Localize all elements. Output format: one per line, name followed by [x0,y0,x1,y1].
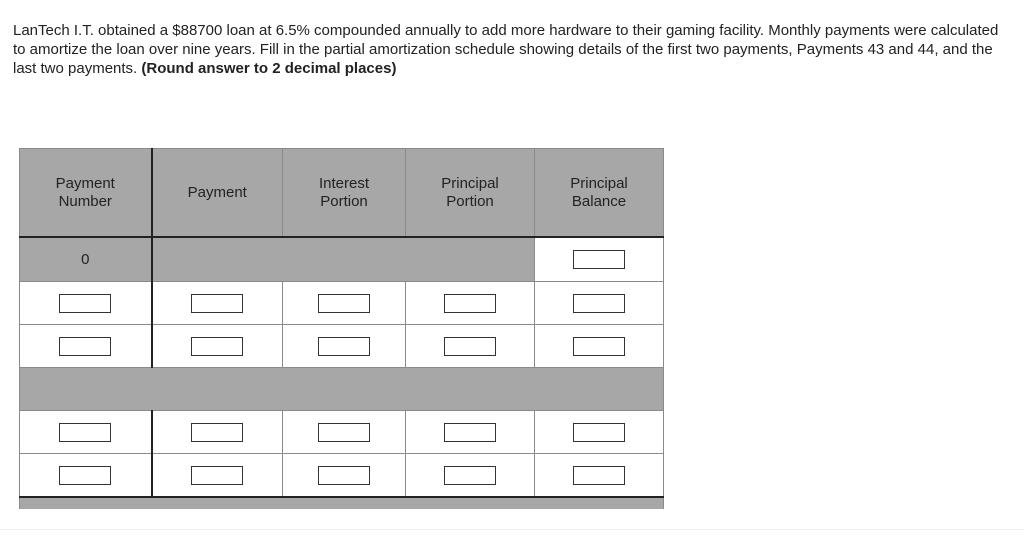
payment-input-1[interactable] [191,294,243,313]
interest-portion-input-2[interactable] [318,337,370,356]
header-payment-label: Payment [187,183,247,201]
table-row-zero [20,237,664,282]
payment-cell [152,411,283,454]
bottom-divider [0,529,1024,530]
payment-number-cell [20,325,152,368]
principal-balance-input-4[interactable] [573,466,625,485]
table-tail-row [20,497,664,509]
principal-portion-cell [406,282,535,325]
interest-portion-cell [283,282,406,325]
question-body: LanTech I.T. obtained a $88700 loan at 6.5% compounded annually to add more hardware to their gaming facility. Monthly payments were calculated to amortize the loan over nine years. Fill in the partial amortization schedule showing details of the first two payments, Payments 43 and 44, and the last two payments. [13,22,999,77]
blank-gray-cell [152,237,535,282]
payment-cell [152,454,283,498]
principal-portion-input-2[interactable] [444,337,496,356]
payment-input-2[interactable] [191,337,243,356]
header-row [20,149,664,238]
payment-number-cell [20,454,152,498]
payment-number-cell: 0 [20,237,152,282]
header-payment-number-label: Payment Number [55,174,115,210]
table-row [20,325,664,368]
payment-number-input-1[interactable] [59,294,111,313]
principal-balance-cell [535,454,664,498]
header-principal-balance [535,149,664,238]
table-row [20,411,664,454]
interest-portion-cell [283,325,406,368]
rounding-instruction: (Round answer to 2 decimal places) [141,60,397,77]
interest-portion-input-4[interactable] [318,466,370,485]
header-payment-number [20,149,152,238]
header-principal-portion [406,149,535,238]
payment-number-input-3[interactable] [59,423,111,442]
header-interest-portion-label: Interest Portion [318,174,370,210]
payment-number-cell [20,282,152,325]
interest-portion-input-1[interactable] [318,294,370,313]
header-interest-portion [283,149,406,238]
principal-balance-cell [535,237,664,282]
principal-balance-cell [535,411,664,454]
interest-portion-cell [283,454,406,498]
amortization-table [19,148,664,509]
principal-portion-cell [406,454,535,498]
table-gap-row [20,368,664,411]
principal-portion-cell [406,411,535,454]
header-payment [152,149,283,238]
header-principal-balance-label: Principal Balance [570,174,628,210]
table-row [20,454,664,498]
principal-balance-input-0[interactable] [573,250,625,269]
principal-balance-cell [535,325,664,368]
payment-cell [152,282,283,325]
principal-balance-cell [535,282,664,325]
principal-portion-input-3[interactable] [444,423,496,442]
payment-number-cell [20,411,152,454]
principal-balance-input-3[interactable] [573,423,625,442]
principal-portion-cell [406,325,535,368]
interest-portion-cell [283,411,406,454]
table-row [20,282,664,325]
principal-portion-input-4[interactable] [444,466,496,485]
header-principal-portion-label: Principal Portion [441,174,499,210]
tail-cell [20,497,664,509]
question-text [13,21,1008,78]
payment-number-input-4[interactable] [59,466,111,485]
principal-balance-input-2[interactable] [573,337,625,356]
principal-balance-input-1[interactable] [573,294,625,313]
principal-portion-input-1[interactable] [444,294,496,313]
payment-number-input-2[interactable] [59,337,111,356]
payment-cell [152,325,283,368]
interest-portion-input-3[interactable] [318,423,370,442]
payment-input-4[interactable] [191,466,243,485]
gap-cell [20,368,664,411]
payment-input-3[interactable] [191,423,243,442]
